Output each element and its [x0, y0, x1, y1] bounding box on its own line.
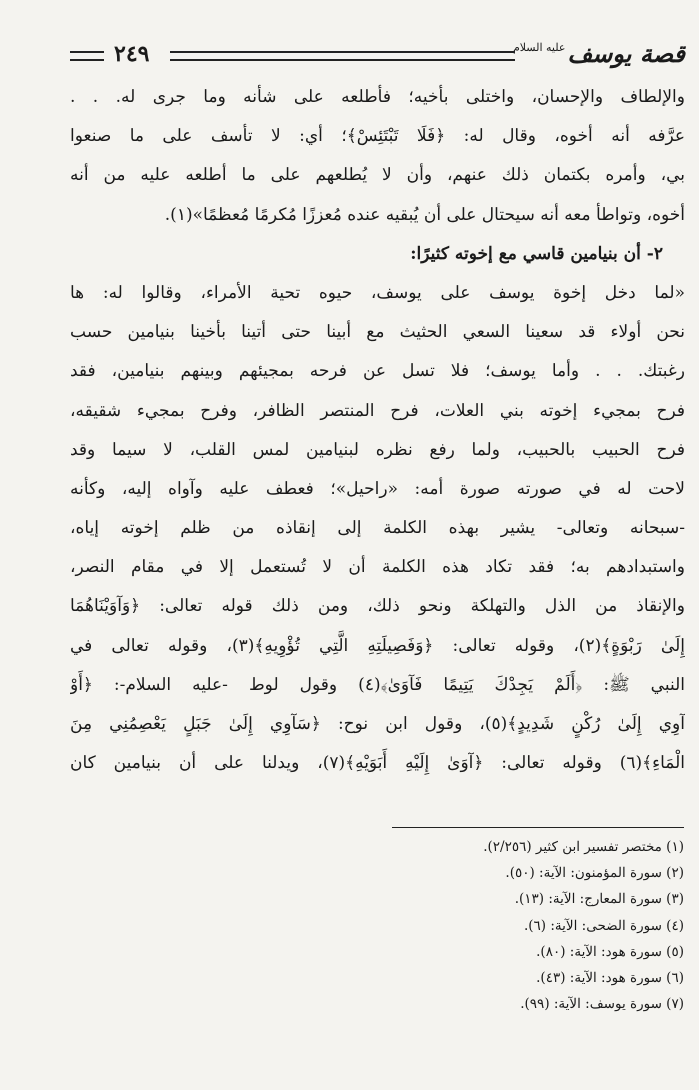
- footnote-separator: [392, 827, 684, 828]
- text-line: بي، وأمره بكتمان ذلك عنهم، وأن لا يُطلعهم على ما أطلعه عليه من أنه: [70, 165, 685, 186]
- text-line: والإلطاف والإحسان، واختلى بأخيه؛ فأطلعه على شأنه وما جرى له. . .: [70, 87, 685, 107]
- text-line: عرَّفه أنه أخوه، وقال له: ﴿فَلَا تَبْتَئِسْ﴾؛ أي: لا تأسف على ما صنعوا: [70, 126, 685, 147]
- page-number: ٢٤٩: [114, 41, 150, 67]
- text-line: آوِي إِلَىٰ رُكْنٍ شَدِيدٍ﴾(٥)، وقول ابن نوح: ﴿سَآوِي إِلَىٰ جَبَلٍ يَعْصِمُنِي مِنَ: [70, 714, 685, 734]
- text-line: والإنقاذ من الذل والتهلكة ونحو ذلك، ومن ذلك قوله تعالى: ﴿وَآوَيْنَاهُمَا: [70, 596, 685, 617]
- footnote: (٢) سورة المؤمنون: الآية: (٥٠).: [505, 865, 684, 882]
- text-line: رغبتك. . . وأما يوسف؛ فلا تسل عن فرحه بمجيئهم وبينهم بنيامين، فقد: [70, 361, 685, 382]
- text-line: لاحت له في صورته صورة أمه: «راحيل»؛ فعطف عليه وآواه إليه، وكأنه: [70, 478, 685, 499]
- text-line: فرح الحبيب بالحبيب، ولما رفع نظره لبنيامين لمس القلب، لا سيما وقد: [70, 439, 685, 460]
- text-line: «لما دخل إخوة يوسف على يوسف، حيوه تحية الأمراء، وقالوا له: ها: [70, 282, 685, 303]
- footnote: (٣) سورة المعارج: الآية: (١٣).: [514, 891, 684, 908]
- text-line: أخوه، وتواطأ معه أنه سيحتال على أن يُبقيه عنده مُعززًا مُكرمًا مُعظمًا»(١).: [164, 204, 685, 225]
- footnote: (٤) سورة الضحى: الآية: (٦).: [523, 917, 684, 934]
- header-title-text: قصة يوسف: [567, 39, 685, 68]
- footnote: (٦) سورة هود: الآية: (٤٣).: [536, 969, 684, 986]
- header-title: [513, 38, 685, 70]
- text-line: فرح بمجيء إخوته بني العلات، فرح المنتصر الظافر، وفرح بمجيء شقيقه،: [70, 400, 685, 421]
- text-line: النبي ﷺ: ﴿أَلَمْ يَجِدْكَ يَتِيمًا فَآوَىٰ﴾(٤) وقول لوط -عليه السلام-: ﴿أَوْ: [70, 674, 685, 695]
- body-text: [70, 78, 685, 783]
- text-line: إِلَىٰ رَبْوَةٍ﴾(٢)، وقوله تعالى: ﴿وَفَصِيلَتِهِ الَّتِي تُؤْوِيهِ﴾(٣)، وقوله تعالى في: [70, 635, 685, 656]
- text-line: واستبدادهم به؛ فقد تكاد هذه الكلمة أن لا تُستعمل إلا في مقام النصر،: [70, 557, 685, 578]
- text-line: -سبحانه وتعالى- يشير بهذه الكلمة إلى إنقاذه من ظلم إخوته إياه،: [70, 518, 685, 539]
- header-double-rule: [170, 51, 515, 61]
- text-line: نحن أولاء قد سعينا السعي الحثيث مع أبينا حتى أتينا بأخينا بنيامين حسب: [70, 322, 685, 343]
- salutation-mark: عليه السلام: [512, 41, 566, 54]
- section-heading: ٢- أن بنيامين قاسي مع إخوته كثيرًا:: [410, 243, 663, 264]
- running-header: [70, 38, 685, 72]
- footnote: (٥) سورة هود: الآية: (٨٠).: [536, 943, 684, 960]
- header-double-rule-short: [70, 51, 104, 61]
- footnote: (٧) سورة يوسف: الآية: (٩٩).: [520, 996, 684, 1013]
- text-line: الْمَاءِ﴾(٦) وقوله تعالى: ﴿آوَىٰ إِلَيْهِ أَبَوَيْهِ﴾(٧)، ويدلنا على أن بنيامين كان: [70, 753, 685, 774]
- footnote: (١) مختصر تفسير ابن كثير (٢/٢٥٦).: [483, 839, 684, 855]
- footnotes: [300, 834, 684, 1017]
